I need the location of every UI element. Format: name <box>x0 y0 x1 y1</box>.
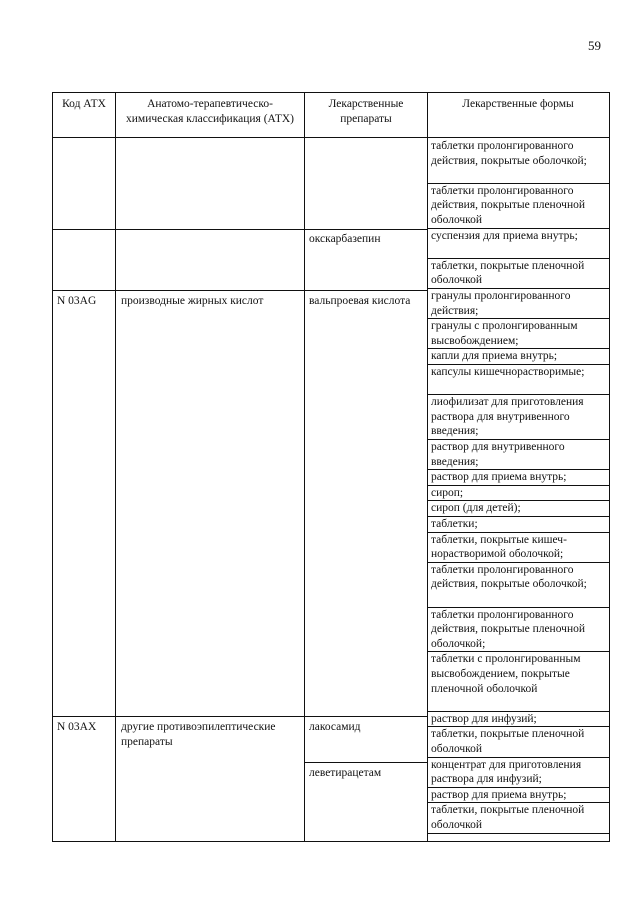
dosage-form-cell: лиофилизат для приготовления раствора для внутривенного введения; <box>431 396 584 438</box>
dosage-form-cell: раствор для внутривенного введения; <box>431 441 565 468</box>
dosage-forms-column <box>427 93 609 841</box>
header-drugs: Лекарственные препараты <box>328 98 404 125</box>
row-separator <box>53 229 427 230</box>
dosage-form-cell: гранулы с пролонгированным высвобождением; <box>431 320 578 347</box>
dosage-form-cell: сироп (для детей); <box>431 502 521 515</box>
atc-table <box>52 92 610 842</box>
dosage-form-cell: таблетки; <box>431 518 478 530</box>
dosage-form-cell: таблетки, покрытые кишечнорастворимой оболочкой; <box>431 533 567 561</box>
row-separator <box>304 762 427 763</box>
dosage-form-cell: гранулы пролонгированного действия; <box>431 290 571 317</box>
row-separator <box>53 290 427 291</box>
dosage-form-cell: таблетки с пролонгированным высвобождением, покрытые пленочной оболочкой <box>431 653 581 695</box>
row-drug: окскарбазепин <box>309 233 381 245</box>
dosage-form-cell: раствор для приема внутрь; <box>431 471 567 484</box>
dosage-form-cell: таблетки пролонгированного действия, покрытые оболочкой; <box>431 563 587 591</box>
dosage-form-cell: капсулы кишечнорастворимые; <box>431 366 585 378</box>
header-classification: Анатомо-терапевтическо-химическая классификация (АТХ) <box>126 98 294 125</box>
page-number: 59 <box>588 38 601 53</box>
dosage-form-cell: таблетки, покрытые пленочной оболочкой <box>431 804 585 831</box>
dosage-form-cell: таблетки пролонгированного действия, покрытые оболочкой; <box>431 140 587 167</box>
dosage-form-cell: таблетки пролонгированного действия, покрытые пленочной оболочкой; <box>431 608 586 650</box>
dosage-form-cell: сироп; <box>431 486 464 499</box>
row-classification: производные жирных кислот <box>121 295 264 307</box>
row-drug: вальпроевая кислота <box>309 295 411 307</box>
dosage-form-cell: таблетки пролонгированного действия, покрытые пленочной оболочкой <box>431 184 586 226</box>
row-drug: лакосамид <box>309 721 361 733</box>
header-code: Код АТХ <box>62 98 106 110</box>
dosage-form-cell: таблетки, покрытые пленочной оболочкой <box>431 728 585 755</box>
form-separator <box>427 833 609 834</box>
row-classification: другие противоэпилептические препараты <box>121 721 276 748</box>
dosage-form-cell: раствор для приема внутрь; <box>431 788 567 801</box>
column-divider <box>115 93 116 841</box>
row-code: N 03AG <box>57 295 97 307</box>
row-drug: леветирацетам <box>309 767 382 779</box>
column-divider <box>304 93 305 841</box>
dosage-form-cell: суспензия для приема внутрь; <box>431 229 578 242</box>
dosage-form-cell: таблетки, покрытые пленочной оболочкой <box>431 259 585 287</box>
dosage-form-cell: концентрат для приготовления раствора для инфузий; <box>431 758 582 786</box>
header-forms: Лекарственные формы <box>462 98 574 110</box>
dosage-form-cell: раствор для инфузий; <box>431 712 537 725</box>
row-separator <box>53 716 427 717</box>
dosage-form-cell: капли для приема внутрь; <box>431 350 558 363</box>
row-code: N 03AX <box>57 721 97 733</box>
